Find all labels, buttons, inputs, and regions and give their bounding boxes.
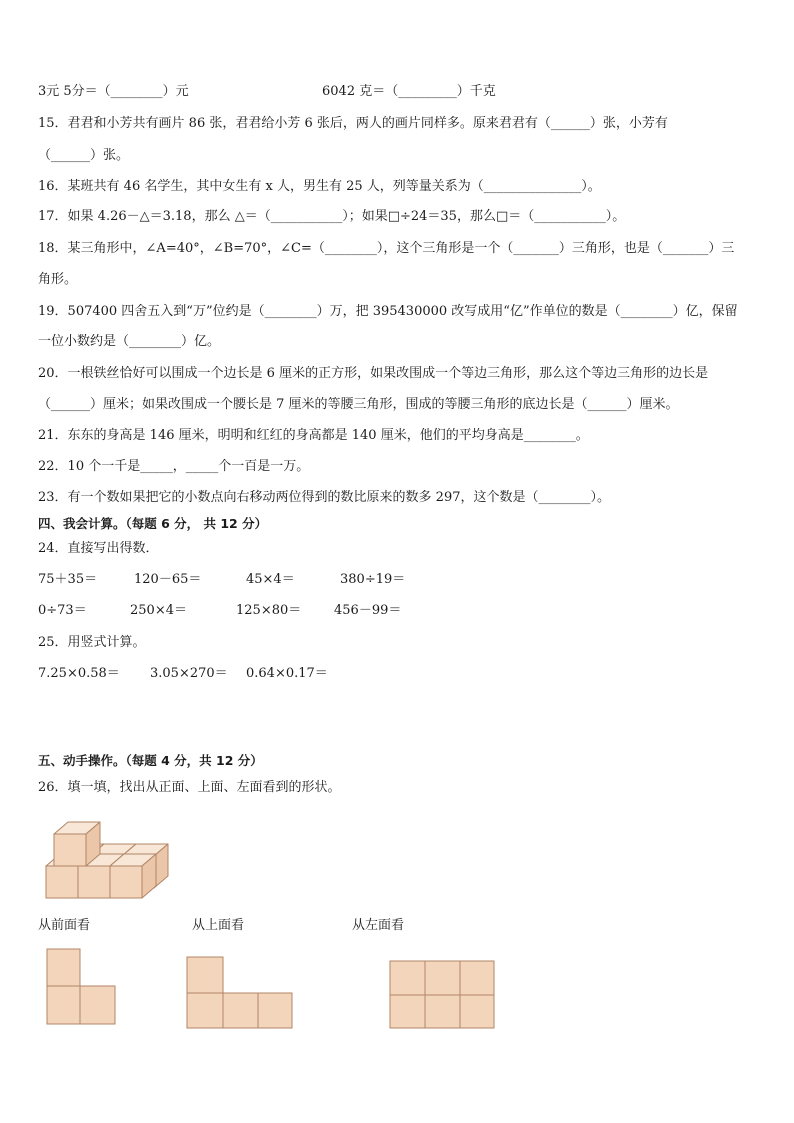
section-4-heading: 四、我会计算。（每题 6 分， 共 12 分）: [38, 516, 268, 531]
question-14-kilogram: 6042 克＝（_________）千克: [322, 84, 496, 99]
calc-item: 45×4＝: [246, 572, 295, 587]
cube: [110, 854, 156, 898]
calc-item: 0÷73＝: [38, 603, 87, 618]
vertical-calc-item: 3.05×270＝: [150, 666, 228, 681]
front-view-shape: [46, 948, 126, 1028]
square-cell: [187, 957, 223, 993]
square-cell: [187, 993, 223, 1028]
square-cell: [390, 995, 425, 1028]
question-19-line2: 一位小数约是（________）亿。: [38, 334, 221, 349]
square-cell: [80, 986, 115, 1024]
square-cell: [47, 986, 80, 1024]
square-cell: [390, 961, 425, 995]
square-cell: [223, 993, 258, 1028]
cube-stack-figure: [38, 806, 178, 906]
question-18-line2: 角形。: [38, 272, 78, 287]
square-cell: [258, 993, 292, 1028]
vertical-calc-item: 7.25×0.58＝: [38, 666, 120, 681]
question-21: 21．东东的身高是 146 厘米，明明和红红的身高都是 140 厘米，他们的平均身高是________。: [38, 428, 589, 443]
question-16: 16．某班共有 46 名学生，其中女生有 x 人，男生有 25 人，列等量关系为（_______________）。: [38, 179, 601, 194]
square-cell: [425, 995, 460, 1028]
question-20-line1: 20．一根铁丝恰好可以围成一个边长是 6 厘米的正方形，如果改围成一个等边三角形，那么这个等边三角形的边长是: [38, 366, 709, 381]
calc-item: 75＋35＝: [38, 572, 98, 587]
calc-item: 380÷19＝: [340, 572, 406, 587]
question-19-line1: 19．507400 四舍五入到“万”位约是（________）万，把 395430000 改写成用“亿”作单位的数是（________）亿，保留: [38, 304, 738, 319]
vertical-calc-item: 0.64×0.17＝: [246, 666, 328, 681]
question-15-line2: （______）张。: [38, 148, 130, 163]
question-23: 23．有一个数如果把它的小数点向右移动两位得到的数比原来的数多 297，这个数是（________）。: [38, 490, 610, 505]
left-view-label: 从左面看: [352, 918, 405, 933]
square-cell: [47, 949, 80, 986]
calc-item: 250×4＝: [130, 603, 187, 618]
question-25: 25．用竖式计算。: [38, 635, 146, 650]
question-18-line1: 18．某三角形中，∠A=40°，∠B=70°，∠C=（________），这个三角形是一个（_______）三角形，也是（_______）三: [38, 241, 735, 256]
top-view-label: 从上面看: [192, 918, 245, 933]
question-22: 22．10 个一千是_____，_____个一百是一万。: [38, 459, 310, 474]
question-15-line1: 15．君君和小芳共有画片 86 张，君君给小芳 6 张后，两人的画片同样多。原来君君有（______）张，小芳有: [38, 116, 668, 131]
square-cell: [460, 961, 494, 995]
question-26: 26．填一填，找出从正面、上面、左面看到的形状。: [38, 780, 341, 795]
calc-item: 125×80＝: [236, 603, 302, 618]
top-view-shape: [186, 956, 296, 1036]
calc-item: 120－65＝: [134, 572, 202, 587]
question-20-line2: （______）厘米；如果改围成一个腰长是 7 厘米的等腰三角形，围成的等腰三角形的底边长是（______）厘米。: [38, 397, 679, 412]
square-cell: [425, 961, 460, 995]
cube: [54, 822, 100, 866]
left-view-shape: [389, 960, 499, 1032]
question-17: 17．如果 4.26－△＝3.18，那么 △＝（___________）；如果□÷24＝35，那么□＝（___________）。: [38, 209, 626, 224]
question-24: 24．直接写出得数．: [38, 541, 159, 556]
front-view-label: 从前面看: [38, 918, 91, 933]
question-14-yuan: 3元 5分＝（________）元: [38, 84, 189, 99]
section-5-heading: 五、动手操作。（每题 4 分，共 12 分）: [38, 753, 263, 768]
square-cell: [460, 995, 494, 1028]
calc-item: 456－99＝: [334, 603, 402, 618]
